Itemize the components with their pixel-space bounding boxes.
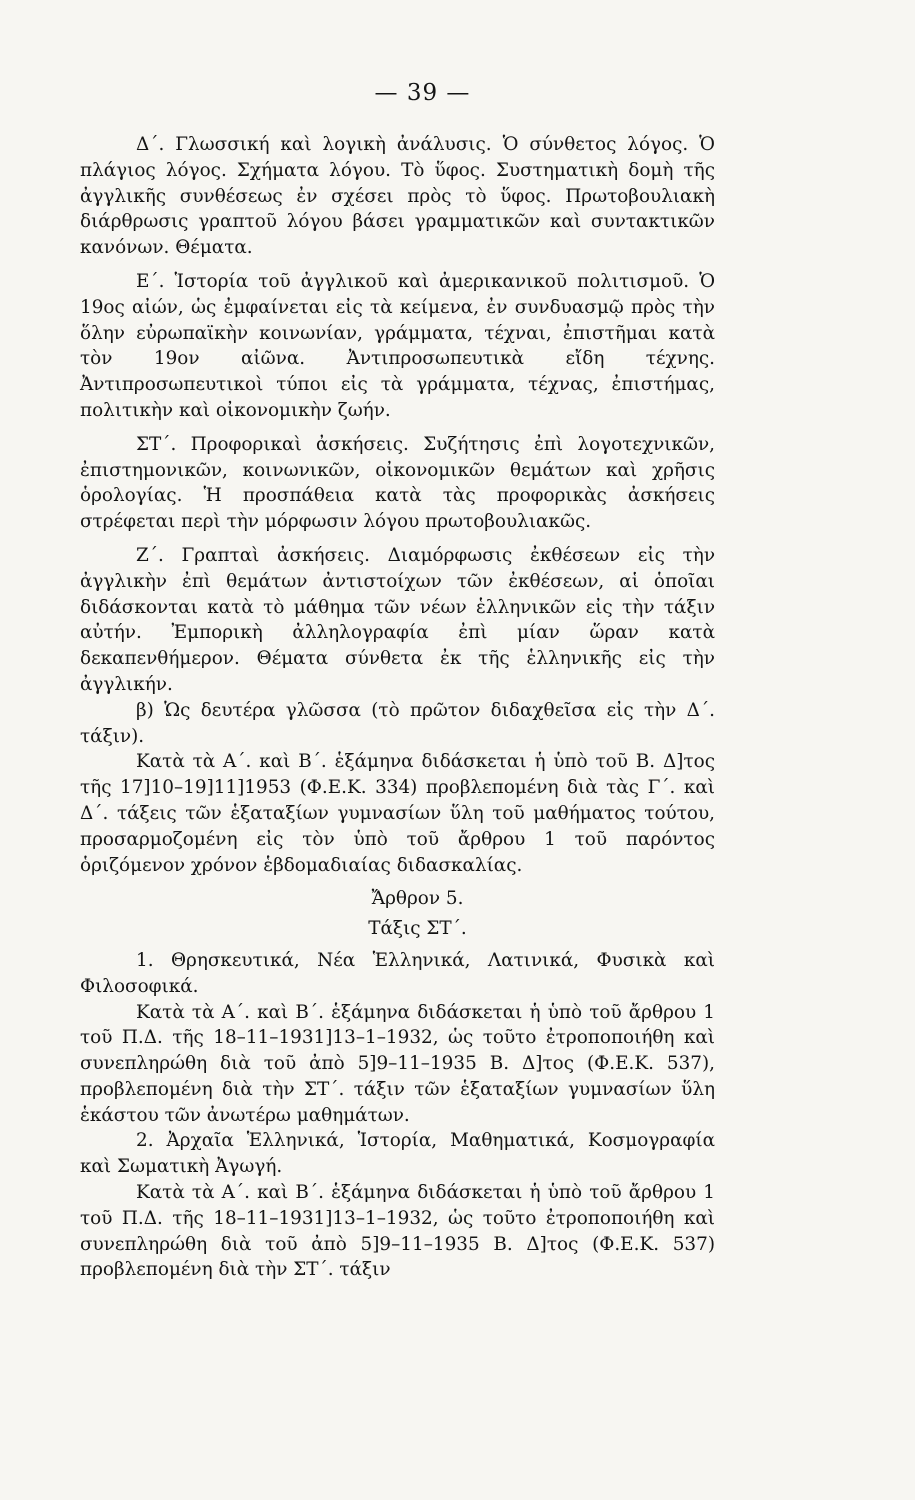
article-subtitle: Τάξις ΣΤ΄. (368, 918, 467, 940)
article-title: Ἄρθρον 5. (371, 888, 464, 910)
paragraph-semesters-ab: Κατὰ τὰ Α΄. καὶ Β΄. ἑξάμηνα διδάσκεται ἡ ὑπὸ τοῦ Β. Δ]τος τῆς 17]10–19]11]1953 (Φ.Ε.Κ. 334) προβλεπομένη διὰ τὰς Γ΄. καὶ Δ΄. τάξεις τῶν ἑξαταξίων γυμνασίων ὕλη τοῦ μαθήματος τούτου, προσαρμοζομένη εἰς τὸν ὑπὸ τοῦ ἄρθρου 1 τοῦ παρόντος ὁριζόμενον χρόνον ἑβδομαδιαίας διδασκαλίας. (80, 751, 715, 876)
paragraph-section-e: Ε΄. Ἱστορία τοῦ ἀγγλικοῦ καὶ ἀμερικανικοῦ πολιτισμοῦ. Ὁ 19ος αἰών, ὡς ἐμφαίνεται εἰς τὰ κείμενα, ἐν συνδυασμῷ πρὸς τὴν ὅλην εὐρωπαϊκὴν κοινωνίαν, γράμματα, τέχναι, ἐπιστῆμαι κατὰ τὸν 19ον αἰῶνα. Ἀντιπροσωπευτικὰ εἴδη τέχνης. Ἀντιπροσωπευτικοὶ τύποι εἰς τὰ γράμματα, τέχνας, ἐπιστήμας, πολιτικὴν καὶ οἰκονομικὴν ζωήν. (80, 270, 715, 421)
item-1-body: Κατὰ τὰ Α΄. καὶ Β΄. ἑξάμηνα διδάσκεται ἡ ὑπὸ τοῦ ἄρθρου 1 τοῦ Π.Δ. τῆς 18–11–1931]13–1–1932, ὡς τοῦτο ἐτροποποιήθη καὶ συνεπληρώθη διὰ τοῦ ἀπὸ 5]9–11–1935 Β. Δ]τος (Φ.Ε.Κ. 537), προβλεπομένη διὰ τὴν ΣΤ΄. τάξιν τῶν ἑξαταξίων γυμνασίων ὕλη ἑκάστου τῶν ἀνωτέρω μαθημάτων. (80, 1001, 715, 1126)
paragraph-section-d: Δ΄. Γλωσσική καὶ λογικὴ ἀνάλυσις. Ὁ σύνθετος λόγος. Ὁ πλάγιος λόγος. Σχήματα λόγου. Τὸ ὕφος. Συστηματικὴ δομὴ τῆς ἀγγλικῆς συνθέσεως ἐν σχέσει πρὸς τὸ ὕφος. Πρωτοβουλιακὴ διάρθρωσις γραπτοῦ λόγου βάσει γραμματικῶν καὶ συντακτικῶν κανόνων. Θέματα. (80, 134, 715, 259)
document-body (80, 132, 715, 1283)
paragraph-section-st: ΣΤ΄. Προφορικαὶ ἀσκήσεις. Συζήτησις ἐπὶ λογοτεχνικῶν, ἐπιστημονικῶν, κοινωνικῶν, οἰκονομικῶν θεμάτων καὶ χρῆσις ὁρολογίας. Ἡ προσπάθεια κατὰ τὰς προφορικὰς ἀσκήσεις στρέφεται περὶ τὴν μόρφωσιν λόγου πρωτοβουλιακῶς. (80, 433, 715, 533)
paragraph-second-language: β) Ὡς δευτέρα γλῶσσα (τὸ πρῶτον διδαχθεῖσα εἰς τὴν Δ΄. τάξιν). (80, 699, 715, 747)
paragraph-section-z: Ζ΄. Γραπταὶ ἀσκήσεις. Διαμόρφωσις ἐκθέσεων εἰς τὴν ἀγγλικὴν ἐπὶ θεμάτων ἀντιστοίχων τῶν ἐκθέσεων, αἱ ὁποῖαι διδάσκονται κατὰ τὸ μάθημα τῶν νέων ἑλληνικῶν εἰς τὴν τάξιν αὐτήν. Ἐμπορικὴ ἀλληλογραφία ἐπὶ μίαν ὥραν κατὰ δεκαπενθήμερον. Θέματα σύνθετα ἐκ τῆς ἑλληνικῆς εἰς τὴν ἀγγλικήν. (80, 544, 715, 695)
page-number: — 39 — (374, 80, 471, 106)
item-1-title: 1. Θρησκευτικά, Νέα Ἑλληνικά, Λατινικά, Φυσικὰ καὶ Φιλοσοφικά. (80, 949, 715, 997)
item-2-body: Κατὰ τὰ Α΄. καὶ Β΄. ἑξάμηνα διδάσκεται ἡ ὑπὸ τοῦ ἄρθρου 1 τοῦ Π.Δ. τῆς 18–11–1931]13–1–1932, ὡς τοῦτο ἐτροποποιήθη καὶ συνεπληρώθη διὰ τοῦ ἀπὸ 5]9–11–1935 Β. Δ]τος (Φ.Ε.Κ. 537) προβλεπομένη διὰ τὴν ΣΤ΄. τάξιν (80, 1182, 715, 1281)
item-2-title: 2. Ἀρχαῖα Ἑλληνικά, Ἱστορία, Μαθηματικά, Κοσμογραφία καὶ Σωματικὴ Ἀγωγή. (80, 1130, 715, 1178)
